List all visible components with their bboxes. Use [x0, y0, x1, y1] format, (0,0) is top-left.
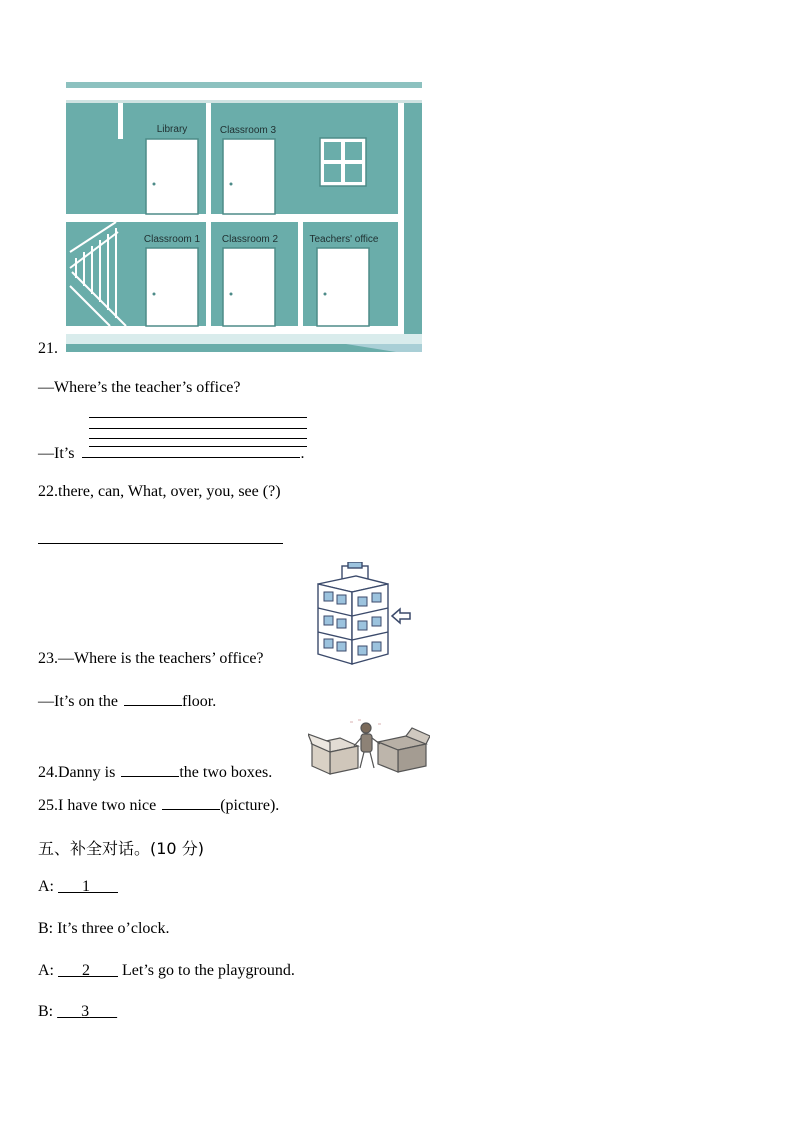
dialog-line: [38, 920, 170, 938]
q21-answer-blank[interactable]: [82, 443, 300, 458]
label-classroom-3: Classroom 3: [219, 125, 277, 136]
q24-suffix: the two boxes.: [179, 764, 273, 781]
office-building-illustration: [312, 562, 414, 666]
q21-question: —Where’s the teacher’s office?: [38, 379, 241, 396]
label-library: Library: [156, 124, 188, 135]
dialog-blank-3[interactable]: 3: [81, 1003, 90, 1020]
q25-answer-blank[interactable]: [162, 795, 220, 810]
dialog-blank-2[interactable]: 2: [82, 962, 90, 979]
q22-answer-blank[interactable]: [38, 543, 283, 544]
dialog-speaker: A:: [38, 878, 54, 895]
section-5-heading: 五、补全对话。(10 分): [38, 839, 204, 858]
q21-number: 21.: [38, 340, 58, 357]
q23-question: 23.—Where is the teachers’ office?: [38, 650, 264, 667]
dialog-speaker: B:: [38, 920, 54, 937]
q25-suffix: (picture).: [220, 797, 280, 814]
q25-prefix: 25.I have two nice: [38, 797, 157, 814]
q23-answer-prefix: —It’s on the: [38, 693, 118, 710]
dialog-line: [38, 878, 118, 896]
dialog-blank-1[interactable]: 1: [82, 878, 90, 895]
label-classroom-1: Classroom 1: [143, 234, 201, 245]
dialog-line: [38, 962, 295, 980]
dialog-line: [38, 1003, 117, 1021]
dialog-text: Let’s go to the playground.: [122, 962, 295, 979]
school-building-illustration: [66, 82, 422, 352]
q24-prefix: 24.Danny is: [38, 764, 116, 781]
dialog-text: It’s three o’clock.: [57, 920, 170, 937]
q21-answer-suffix: .: [300, 445, 305, 462]
q21-answer-prefix: —It’s: [38, 445, 75, 462]
dialog-speaker: A:: [38, 962, 54, 979]
q22-text: 22.there, can, What, over, you, see (?): [38, 483, 281, 500]
label-classroom-2: Classroom 2: [221, 234, 279, 245]
arrow-left-icon: [392, 609, 410, 623]
q23-answer-suffix: floor.: [182, 693, 217, 710]
q24-answer-blank[interactable]: [121, 762, 179, 777]
dialog-speaker: B:: [38, 1003, 54, 1020]
boxes-illustration: [308, 718, 430, 778]
label-teachers-office: Teachers' office: [309, 234, 379, 245]
q23-answer-blank[interactable]: [124, 691, 182, 706]
